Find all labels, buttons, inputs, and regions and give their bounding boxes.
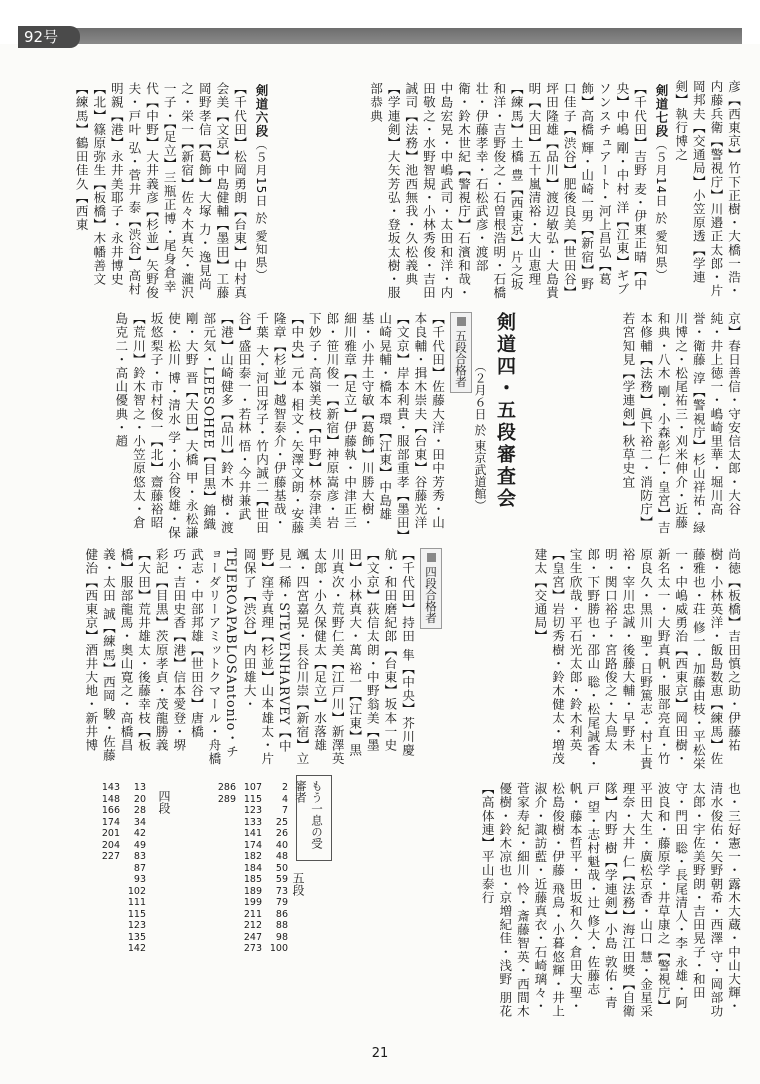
examinee-number: 98 xyxy=(275,931,288,943)
number-column xyxy=(98,782,120,863)
examinee-number: 49 xyxy=(133,839,146,851)
examinee-number: 123 xyxy=(127,920,146,931)
examinee-number: 88 xyxy=(275,920,288,931)
rokudan-date: （５月15日 於 愛知県） xyxy=(254,138,268,282)
page-number: 21 xyxy=(371,1046,389,1061)
yondan-label: 四段合格者 xyxy=(424,566,438,624)
examinee-number: 102 xyxy=(127,885,146,897)
examinee-number: 40 xyxy=(275,839,288,851)
examinee-number: 185 xyxy=(243,874,262,885)
godan-label-box xyxy=(450,312,472,393)
godan-label: 五段合格者 xyxy=(454,330,468,388)
godan-number-label: 五段 xyxy=(291,872,305,896)
examinee-number: 286 xyxy=(217,782,236,793)
examinee-number: 182 xyxy=(243,851,262,862)
square-marker-icon xyxy=(427,553,436,562)
header-strip xyxy=(18,28,742,44)
yondan-number-label: 四段 xyxy=(157,790,171,814)
examinee-number: 79 xyxy=(275,897,288,908)
examinee-number: 87 xyxy=(133,862,146,874)
examinee-number: 141 xyxy=(243,828,262,839)
examinee-number: 142 xyxy=(127,943,146,954)
examinee-number: 115 xyxy=(243,793,262,805)
examinee-number: 20 xyxy=(133,793,146,805)
examinee-number: 83 xyxy=(133,851,146,862)
examinee-number: 123 xyxy=(243,805,262,816)
examinee-number: 4 xyxy=(281,793,288,805)
examinee-number: 115 xyxy=(127,908,146,920)
examinee-number: 184 xyxy=(243,862,262,874)
examinee-number: 7 xyxy=(281,805,288,816)
examinee-number: 86 xyxy=(275,908,288,920)
examinee-number: 189 xyxy=(243,885,262,897)
examinee-number: 73 xyxy=(275,885,288,897)
retry-examinee-box xyxy=(296,775,332,861)
examinee-number: 273 xyxy=(243,943,262,954)
examinee-number: 174 xyxy=(243,839,262,851)
yondan-list: 【千代田】持田 隼【中央】芥川慶航・和田磨紀郎【台東】坂本一史【文京】荻信太朗・中野翁美【墨田】小林真大・萬 裕一【江東】黒川真次・荒野仁美【江戸川】新澤英太郎・小久保健太【足立】水落雄颯・四宮嘉晃・長谷川崇【新宿】立見一稀・STEVENHARVEY【中野】窪寺真理【杉並】山本雄太・片岡保了【渋谷】内田雄大・TEJEROAPABLOSAntonio・チョーダリーアミットクマール・舟橋武志・中部邦雄【世田谷】唐橋 巧・吉田史香【港】信本愛登・堺 彩記【目黒】茨原孝貞・茂龍勝義【大田】荒井雄太・後藤幸枝【板橋】服部龍馬・奥山寛之・高橋昌義・太田 誠【練馬】西岡 駿・佐藤健治【西東京】酒井大地・新井博 xyxy=(83,548,415,766)
examinee-number: 211 xyxy=(243,908,262,920)
number-column xyxy=(214,782,236,805)
rokudan-title: 剣道六段 xyxy=(254,84,269,138)
examinee-number: 107 xyxy=(243,782,262,793)
number-column xyxy=(124,782,146,955)
far-right-lower-block: 尚徳【板橋】吉田慎之助・伊藤祐樹・小林英洋・飯島数恵【練馬】佐藤雅也・荘 修一・加藤由枝・平松栄一・中嶋威勇治【西東京】岡田樹・新名太一・大野真帆・服部亮直・竹原良久・黒川 聖・日野篤志・村上貴裕・宰川忠誠・後藤大輔・早野未明・関口裕子・宮路俊之・大鳥太郎・下野勝也・邵山 聡・松尾誠香・宝生欣哉・平石光太郎・鈴木利英【皇宮】岩切秀樹・鈴木健太・増茂建太【交通局】 xyxy=(532,548,741,771)
examinee-number: 133 xyxy=(243,816,262,828)
nanadan-heading xyxy=(652,84,670,304)
examinee-number: 34 xyxy=(133,816,146,828)
examinee-number: 28 xyxy=(133,805,146,816)
examinee-number: 2 xyxy=(281,782,288,793)
retry-examinee-label: もう一息の受審者 xyxy=(294,780,324,849)
examinee-number: 42 xyxy=(133,828,146,839)
examinee-number: 204 xyxy=(101,839,120,851)
godan-list: 【千代田】佐藤大洋・田中芳秀・山本良輔・揖木崇夫【台東】谷藤光洋【文京】岸本利貴・服部重孝【墨田】山崎晃輔・橋本 環【江東】中島雄基・小井土守敏【葛飾】川勝大樹・細川雅章【足立】伊藤執・中津正三郎・笹川俊一【新宿】神原嵩彦・岩下妙子・高嶺美枝【中野】林奈津美【中央】元本 相文・矢澤文朗・安藤隆章【杉並】越智泰介・伊藤基哉・千葉 大・河田冴子・竹内誠二【世田谷】盛田泰一・若林 悟・今井兼武【港】山崎健多【品川】鈴木 樹・渡部元気・LEESOHEE【目黒】錦織 剛・大野 晋【大田】大橋 甲・永松謙使・松川 博・清水 学・小谷俊雄・保坂悠梨子・市村俊一【北】齋藤裕昭【荒川】鈴木智之・小笠原悠太・倉島克二・高山優典・趙 xyxy=(113,312,445,540)
examinee-number: 93 xyxy=(133,874,146,885)
examinee-number: 48 xyxy=(275,851,288,862)
examinee-number: 59 xyxy=(275,874,288,885)
examinee-number: 111 xyxy=(127,897,146,908)
examinee-number: 148 xyxy=(101,793,120,805)
middle-right-block: 京】春日善信・守安信太郎・大谷純・井上徳一・嶋崎里華・堀川高誉・衛藤 淳【警視庁】杉山祥祐・緑川博之・松尾祐三・刈米伸介・近藤和典・八木 剛・小森彰仁・皇宮】吉本修輔【法務】眞下裕二・消防庁】若宮知見【学連剣】秋草史宜 xyxy=(620,312,741,535)
examinee-number: 199 xyxy=(243,897,262,908)
nanadan-list: 【千代田】吉野 麦・伊東正晴【中央】中嶋 剛・中村 洋【江東】ギブソンスチュアート・河上昌弘【葛飾】高橋 輝・山崎一男【新宿】野口佳子【渋谷】肥後良美【世田谷】坪田隆雄【品川】渡辺敏弘・大島貴明【大田】五十嵐清裕・大山恵理【練馬】土橋 豊【西東京】片之坂和洋・吉野俊之・石曽根浩明・石橋 壮・伊藤孝幸・石松武彦・渡部 衛・鈴木世紀【警視庁】石濱和哉・中島宏晃・中嶋武司・太田和洋・内田敬之・水野智規・小林秀俊・吉田誠司【法務】池西無我・久松義典【学連剣】大矢芳弘・登坂太樹・服部恭典 xyxy=(368,82,647,305)
examinee-number: 227 xyxy=(101,851,120,862)
examinee-number: 13 xyxy=(133,782,146,793)
yondan-label-box xyxy=(420,548,442,629)
examinee-number: 166 xyxy=(101,805,120,816)
examinee-number: 50 xyxy=(275,862,288,874)
shinsakai-date: （２月６日 於 東京武道館） xyxy=(473,360,487,512)
nanadan-date: （５月14日 於 愛知県） xyxy=(654,138,668,282)
right-top-block: 彦【西東京】竹下正樹・大橋一浩・内藤兵衛【警視庁】川邉正太郎・片岡邦夫【交通局】小笠原透【学連剣】執行博之 xyxy=(673,80,741,298)
examinee-number: 143 xyxy=(101,782,120,793)
number-column xyxy=(266,782,288,955)
number-column xyxy=(240,782,262,955)
examinee-number: 201 xyxy=(101,828,120,839)
examinee-number: 100 xyxy=(269,943,288,954)
square-marker-icon xyxy=(457,317,466,326)
rokudan-heading xyxy=(252,84,270,304)
examinee-number: 25 xyxy=(275,816,288,828)
examinee-number: 26 xyxy=(275,828,288,839)
examinee-number: 247 xyxy=(243,931,262,943)
examinee-number: 289 xyxy=(217,793,236,805)
nanadan-title: 剣道七段 xyxy=(654,84,669,138)
examinee-number: 212 xyxy=(243,920,262,931)
issue-number: 92号 xyxy=(18,26,80,48)
shinsakai-heading: 剣道四・五段審査会 xyxy=(494,312,516,510)
right-lower-2-block: 也・三好憲一・露木大蔵・中山大輝・清水俊佑・矢野朝希・西澤 守・岡部功太郎・宇佐美野朗・吉田晃子・和田 守・門田 聡・長尾清人・李 永雄・阿波良和・藤原学・井草康之【警視庁】平田大生・廣松京香・山口 慧・金星采理奈・大井 仁【法務】海江田獎【自衛隊】内野 樹【学連剣】小島 敦佑・青戸 望・志村魁哉・辻 修大・佐藤志帆・藤本哲平・田坂和久・倉田大聖・松島俊樹・伊藤 飛鳥・小暮悠輝・井上淑介・諏訪藍・近藤真衣・石崎璃々・菅家寿紀・細川 怜・斎藤智英・西間木優樹・鈴木凉也・京増紀佳・浅野 朋花【高体連】平山泰行 xyxy=(479,782,741,1019)
examinee-number: 135 xyxy=(127,931,146,943)
examinee-number: 174 xyxy=(101,816,120,828)
rokudan-list: 【千代田】松岡勇朗【台東】中村真会美【文京】中島健輔【墨田】工藤岡野孝信【葛飾】大塚 力・逸見尚之・栄一【新宿】佐々木真矢・瀧沢一子・【足立】三瓶正博・尾身倉幸代【中野】大井義彦【杉並】矢野俊夫・戸叶 弘・菅井 泰【渋谷】高村明親【港】永井美耶子・永井博史【北】篠原弥生【板橋】木幡善文【練馬】鶴田佳久【西東 xyxy=(73,82,247,300)
